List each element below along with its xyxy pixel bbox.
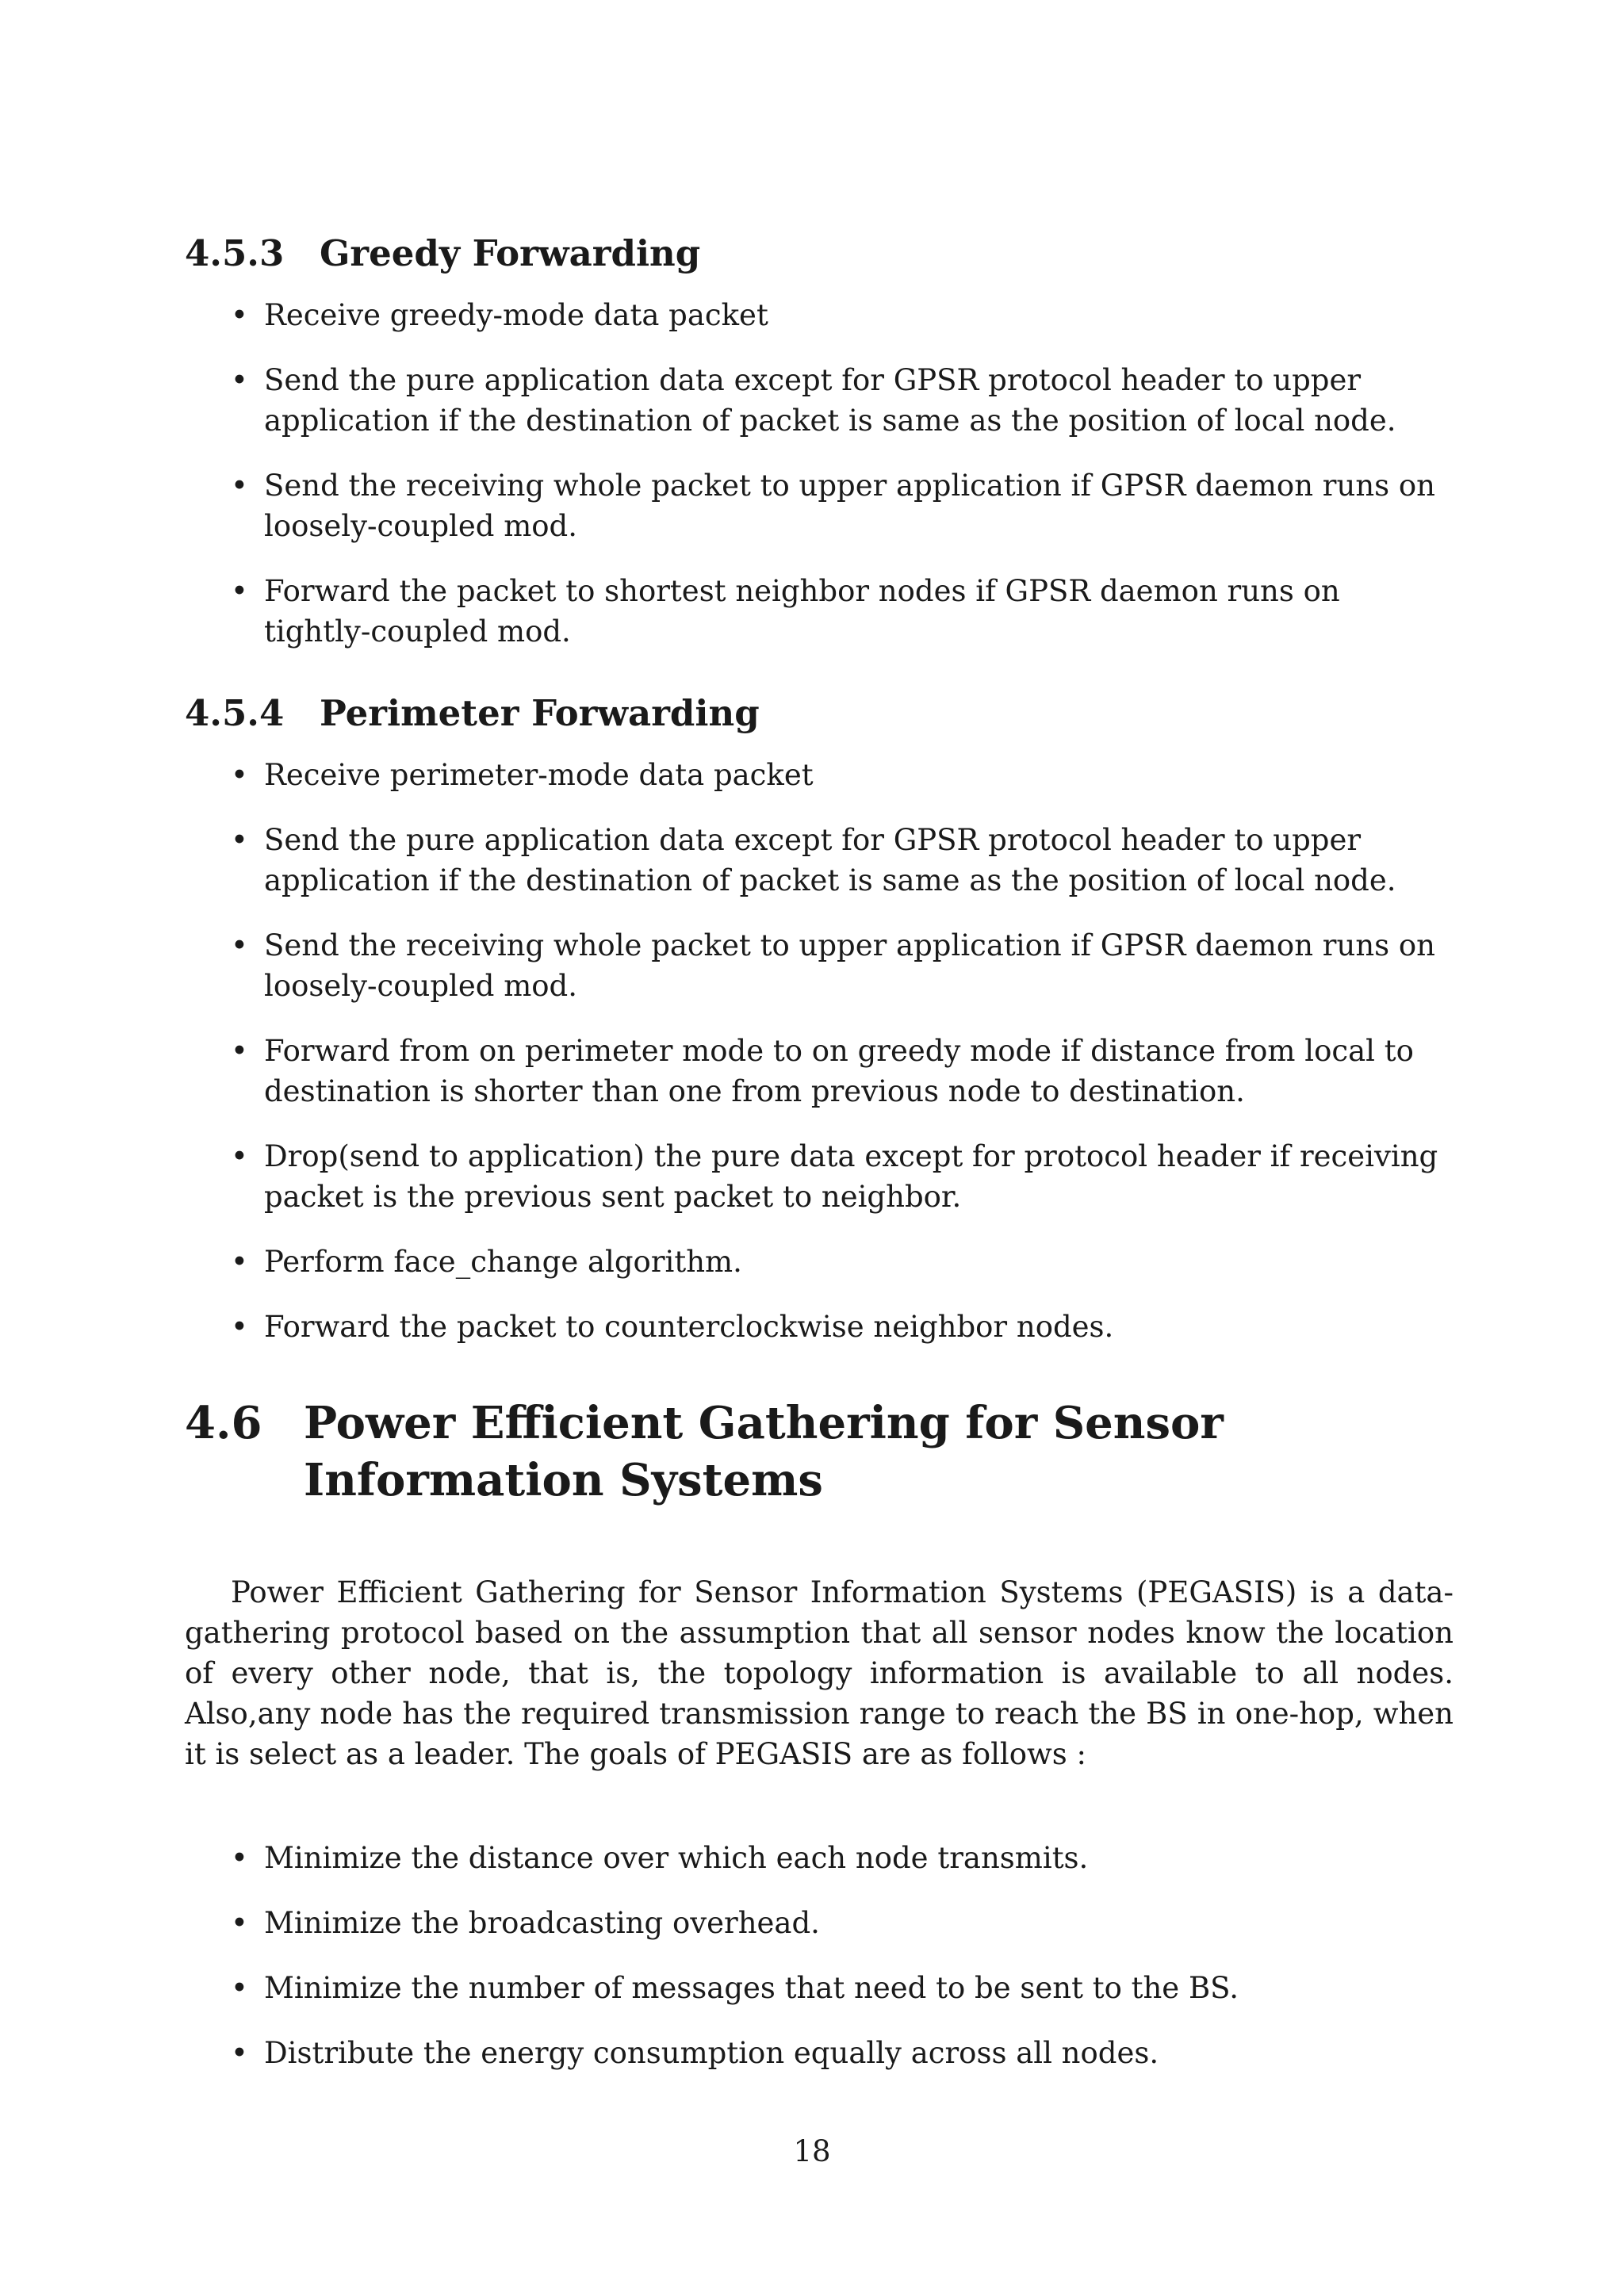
page-number: 18 xyxy=(793,2134,831,2168)
section-heading-4-5-4 xyxy=(185,690,1454,737)
list-item: • Send the pure application data except for GPSR protocol header to upper application if the destination of packet is same as the position of local node. xyxy=(264,820,1454,901)
list-item: • Forward the packet to shortest neighbor nodes if GPSR daemon runs on tightly-coupled mod. xyxy=(264,571,1454,652)
bullet-icon: • xyxy=(231,1245,248,1279)
list-item: • Perform face_change algorithm. xyxy=(264,1242,1454,1282)
list-item: • Minimize the distance over which each node transmits. xyxy=(264,1838,1454,1878)
section-heading-4-5-3 xyxy=(185,230,1454,277)
bullet-icon: • xyxy=(231,574,248,608)
bullet-list-perimeter xyxy=(185,755,1454,1347)
bullet-icon: • xyxy=(231,298,248,332)
list-item: • Minimize the broadcasting overhead. xyxy=(264,1903,1454,1943)
body-paragraph: Power Efficient Gathering for Sensor Information Systems (PEGASIS) is a data-gathering protocol based on the assumption that all sensor nodes know the location of every other node, that is, the topology information is available to all nodes. Also,any node has the required transmission range to reach the BS in one-hop, when it is select as a leader. The goals of PEGASIS are as follows : xyxy=(185,1575,1454,1771)
list-item: • Send the receiving whole packet to upper application if GPSR daemon runs on loosely-coupled mod. xyxy=(264,925,1454,1006)
list-item: • Minimize the number of messages that need to be sent to the BS. xyxy=(264,1968,1454,2008)
list-item: • Drop(send to application) the pure data except for protocol header if receiving packet is the previous sent packet to neighbor. xyxy=(264,1136,1454,1217)
section-title: Greedy Forwarding xyxy=(320,232,701,274)
section-number: 4.5.3 xyxy=(185,232,285,274)
bullet-icon: • xyxy=(231,823,248,857)
bullet-icon: • xyxy=(231,1841,248,1875)
list-item: • Forward the packet to counterclockwise neighbor nodes. xyxy=(264,1307,1454,1347)
bullet-icon: • xyxy=(231,363,248,397)
bullet-list-greedy xyxy=(185,295,1454,652)
section-number: 4.6 xyxy=(185,1397,262,1449)
section-title: Perimeter Forwarding xyxy=(320,692,760,734)
list-item: • Distribute the energy consumption equally across all nodes. xyxy=(264,2033,1454,2073)
section-heading-4-6 xyxy=(185,1395,1454,1509)
bullet-icon: • xyxy=(231,469,248,503)
bullet-icon: • xyxy=(231,1971,248,2005)
bullet-icon: • xyxy=(231,1139,248,1173)
section-number: 4.5.4 xyxy=(185,692,285,734)
page-content xyxy=(185,230,1454,2098)
list-item: • Send the receiving whole packet to upper application if GPSR daemon runs on loosely-coupled mod. xyxy=(264,465,1454,546)
bullet-icon: • xyxy=(231,1034,248,1068)
bullet-icon: • xyxy=(231,758,248,792)
list-item: • Receive greedy-mode data packet xyxy=(264,295,1454,335)
bullet-icon: • xyxy=(231,2036,248,2070)
bullet-icon: • xyxy=(231,928,248,962)
bullet-icon: • xyxy=(231,1310,248,1344)
bullet-list-pegasis-goals xyxy=(185,1838,1454,2073)
list-item: • Send the pure application data except for GPSR protocol header to upper application if the destination of packet is same as the position of local node. xyxy=(264,360,1454,441)
bullet-icon: • xyxy=(231,1906,248,1940)
section-title: Power Efficient Gathering for Sensor Information Systems xyxy=(304,1397,1224,1506)
list-item: • Forward from on perimeter mode to on greedy mode if distance from local to destination is shorter than one from previous node to destination. xyxy=(264,1031,1454,1112)
list-item: • Receive perimeter-mode data packet xyxy=(264,755,1454,795)
